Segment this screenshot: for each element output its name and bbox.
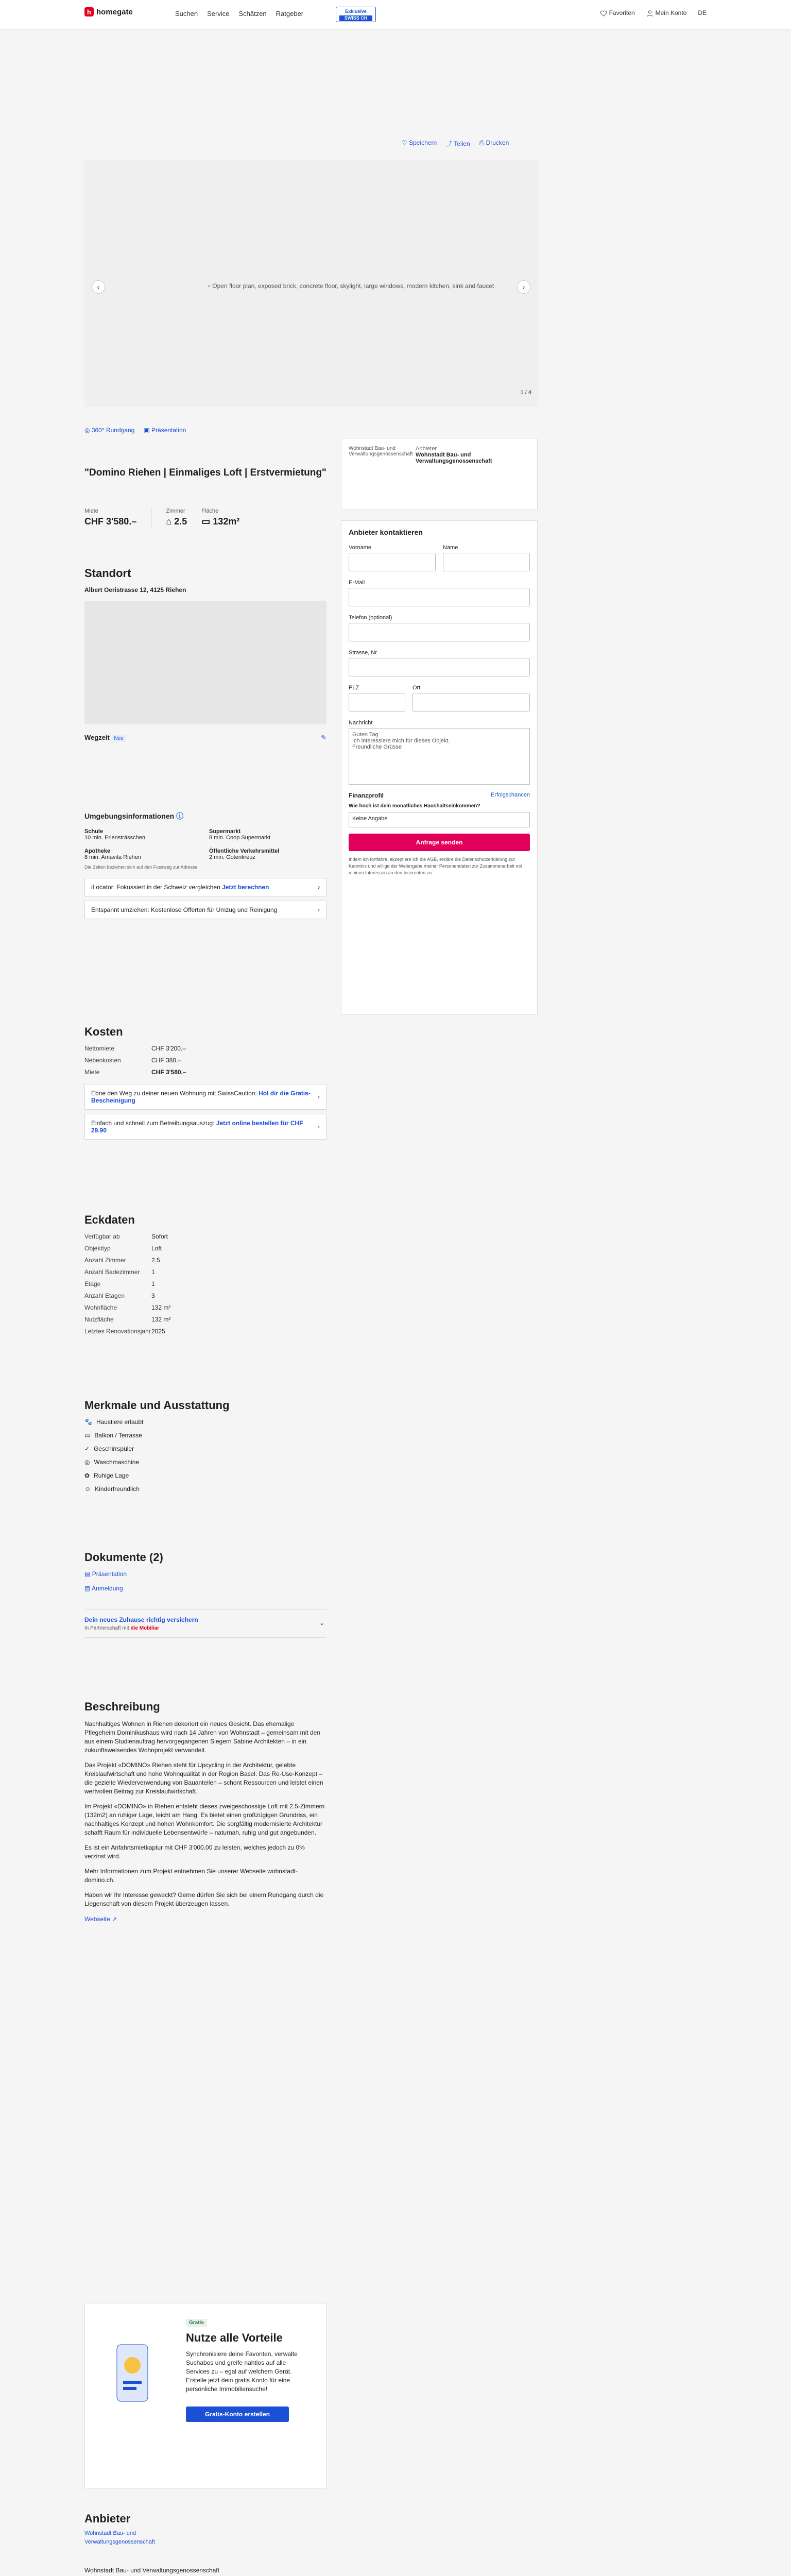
form-heading: Anbieter kontaktieren bbox=[349, 528, 423, 536]
main-nav bbox=[175, 10, 303, 18]
create-account-button[interactable]: Gratis-Konto erstellen bbox=[186, 2406, 289, 2422]
keydata-value: 3 bbox=[151, 1292, 155, 1299]
keydata-value: 1 bbox=[151, 1280, 155, 1287]
gallery-image: ▫ Open floor plan, exposed brick, concrete floor, skylight, large windows, modern kitchen, sink and faucet bbox=[208, 282, 494, 290]
chevron-right-icon: › bbox=[318, 884, 320, 891]
description-text: Es ist ein Anfahrtsmietkaptur mit CHF 3'000.00 zu leisten, welches jedoch zu 0% verzinst wird. bbox=[84, 1844, 305, 1860]
gallery-next-button[interactable]: › bbox=[517, 280, 530, 294]
account-link[interactable]: Mein Konto bbox=[646, 9, 687, 17]
homegate-logo[interactable]: h homegate bbox=[84, 7, 133, 16]
features-heading: Merkmale und Ausstattung bbox=[84, 1399, 230, 1412]
language-switcher[interactable]: DE bbox=[698, 9, 707, 17]
ilocator-card[interactable]: iLocator: Fokussiert in der Schweiz vergleichen Jetzt berechnen › bbox=[84, 878, 326, 896]
debt-extract-card[interactable]: Einfach und schnell zum Betreibungsauszug: Jetzt online bestellen für CHF 29.90 › bbox=[84, 1114, 326, 1140]
user-icon bbox=[646, 10, 654, 17]
favorites-link[interactable]: Favoriten bbox=[600, 9, 635, 17]
rent-label: Miete bbox=[84, 508, 98, 514]
keydata-label: Anzahl Zimmer bbox=[84, 1257, 126, 1264]
keydata-value: 2.5 bbox=[151, 1257, 160, 1264]
exclusive-promo[interactable]: Exklusive SWISS CH bbox=[336, 7, 376, 22]
rooms-value: ⌂ 2.5 bbox=[166, 516, 187, 527]
costs-table: Nettomiete CHF 3'200.– Nebenkosten CHF 380.– Miete CHF 3'580.– bbox=[84, 1045, 186, 1076]
share-button[interactable]: ⤴ Teilen bbox=[446, 140, 470, 147]
chevron-right-icon: › bbox=[318, 1123, 320, 1130]
keydata-label: Anzahl Etagen bbox=[84, 1292, 125, 1299]
street-input[interactable] bbox=[349, 658, 530, 676]
surrounding-pharmacy: Apotheke 8 min. Amavita Riehen bbox=[84, 848, 142, 860]
description-text: Haben wir Ihr Interesse geweckt? Gerne dürfen Sie sich bei einem Rundgang durch die Liegenschaft von diesem Projekt überzeugen lassen. bbox=[84, 1891, 324, 1907]
keydata-table bbox=[84, 1233, 326, 1335]
pdf-icon: ▤ bbox=[84, 1585, 91, 1592]
zip-input[interactable] bbox=[349, 693, 405, 711]
surrounding-transport: Öffentliche Verkehrsmittel 2 min. Gotenkreuz bbox=[209, 848, 280, 860]
description-text: Das Projekt «DOMINO» Riehen steht für Upcycling in der Architektur, gelebte Kreislaufwirtschaft und hohe Wohnqualität in der Region Basel. Das Re-Use-Konzept – die gezielte Wiederverwendung von Bauanteilen – schont Ressourcen und leistet einen wertvollen Beitrag zur Kreislaufwirtschaft. bbox=[84, 1761, 323, 1795]
description-text: Im Projekt «DOMINO» in Riehen entsteht dieses zweigeschossige Loft mit 2.5-Zimmern (132m2) an ruhiger Lage, leicht am Hang. Es bietet einen großzügigen Grundriss, ein nachhaltiges Konzept und hohen Wohnkomfort. Die sorgfältig modernisierte Architektur schafft Raum für individuelle Lebensentwürfe – naturnah, ruhig und gut angebunden. bbox=[84, 1803, 325, 1836]
document-link[interactable]: ▤ Anmeldung bbox=[84, 1585, 123, 1592]
success-link[interactable]: Erfolgschancen bbox=[491, 792, 530, 798]
provider-heading: Anbieter bbox=[84, 2512, 131, 2525]
send-request-button[interactable]: Anfrage senden bbox=[349, 834, 530, 851]
pdf-icon: ▤ bbox=[84, 1570, 91, 1578]
documents-heading: Dokumente (2) bbox=[84, 1551, 163, 1564]
rent-value: CHF 3'580.– bbox=[84, 516, 137, 527]
feature-item: ☺ Kinderfreundlich bbox=[84, 1485, 140, 1493]
website-link[interactable]: Webseite ↗ bbox=[84, 1916, 117, 1923]
nav-service[interactable]: Service bbox=[207, 10, 230, 18]
promo-heading: Nutze alle Vorteile bbox=[186, 2331, 283, 2344]
keydata-label: Objekttyp bbox=[84, 1245, 111, 1252]
keydata-value: Sofort bbox=[151, 1233, 168, 1240]
feature-item: ✿ Ruhige Lage bbox=[84, 1472, 129, 1479]
tour-link[interactable]: ◎ 360° Rundgang bbox=[84, 427, 135, 434]
nav-guide[interactable]: Ratgeber bbox=[276, 10, 304, 18]
child-icon: ☺ bbox=[84, 1485, 91, 1493]
keydata-value: 1 bbox=[151, 1268, 155, 1276]
swisscaution-card[interactable]: Ebne den Weg zu deiner neuen Wohnung mit SwissCaution: Hol dir die Gratis-Bescheinigung › bbox=[84, 1084, 326, 1110]
message-textarea[interactable]: Guten Tag Ich interessiere mich für dieses Objekt. Freundliche Grüsse bbox=[349, 728, 530, 785]
mobiliar-banner[interactable]: Dein neues Zuhause richtig versichern In Partnerschaft mit die Mobiliar ⌄ bbox=[84, 1609, 326, 1638]
advertiser-name: Wohnstadt Bau- und Verwaltungsgenossenschaft bbox=[416, 452, 492, 464]
city-input[interactable] bbox=[412, 693, 530, 711]
chevron-right-icon: › bbox=[318, 906, 320, 913]
email-input[interactable] bbox=[349, 588, 530, 606]
provider-name: Wohnstadt Bau- und Verwaltungsgenossenschaft bbox=[84, 2567, 219, 2574]
advertiser-card: Wohnstadt Bau- und Verwaltungsgenossenschaft Anbieter Wohnstadt Bau- und Verwaltungsgenossenschaft bbox=[341, 438, 538, 510]
keydata-heading: Eckdaten bbox=[84, 1213, 135, 1226]
image-gallery[interactable] bbox=[84, 160, 538, 407]
feature-item: 🐾 Haustiere erlaubt bbox=[84, 1418, 144, 1426]
lastname-input[interactable] bbox=[443, 553, 530, 571]
chevron-down-icon: ⌄ bbox=[319, 1619, 324, 1626]
edit-icon[interactable]: ✎ bbox=[321, 734, 326, 741]
advertiser-logo: Wohnstadt Bau- und Verwaltungsgenossenschaft bbox=[349, 446, 413, 457]
rooms-label: Zimmer bbox=[166, 508, 185, 514]
keydata-label: Verfügbar ab bbox=[84, 1233, 120, 1240]
promo-text: Synchronisiere deine Favoriten, verwalte Suchabos und greife nahtlos auf alle Services zu – egal auf welchem Gerät. Erstelle jetzt dein gratis Konto für eine persönliche Immobiliensuche! bbox=[186, 2350, 298, 2393]
feature-item: ✓ Geschirrspüler bbox=[84, 1445, 134, 1452]
keydata-label: Anzahl Badezimmer bbox=[84, 1268, 140, 1276]
keydata-label: Nutzfläche bbox=[84, 1316, 114, 1323]
logo-icon: h bbox=[84, 7, 94, 16]
feature-item: ◎ Waschmaschine bbox=[84, 1459, 140, 1466]
description-heading: Beschreibung bbox=[84, 1700, 160, 1713]
dishwasher-icon: ✓ bbox=[84, 1445, 90, 1452]
phone-illustration-icon bbox=[96, 2340, 174, 2412]
phone-input[interactable] bbox=[349, 623, 530, 641]
surroundings-heading: Umgebungsinformationen ⓘ bbox=[84, 812, 184, 820]
location-map[interactable] bbox=[84, 601, 326, 724]
gallery-counter: 1 / 4 bbox=[520, 389, 531, 396]
balcony-icon: ▭ bbox=[84, 1432, 91, 1439]
surrounding-supermarket: Supermarkt 8 min. Coop Supermarkt bbox=[209, 828, 271, 841]
account-promo bbox=[84, 2303, 326, 2488]
presentation-link[interactable]: ▣ Präsentation bbox=[144, 427, 186, 434]
chevron-right-icon: › bbox=[318, 1093, 320, 1100]
form-legal: Indem ich fortfahre, akzeptiere ich die AGB, erkläre die Datenschutzerklärung zur Kenntnis und willige der Weitergabe meiner Personendaten zur Zusammenarbeit mit meinen Interessen an den Inserenten zu. bbox=[349, 857, 522, 875]
keydata-label: Letztes Renovationsjahr bbox=[84, 1328, 151, 1335]
features-list bbox=[84, 1418, 326, 1493]
commute-section: Wegzeit Neu bbox=[84, 734, 126, 742]
nav-estimate[interactable]: Schätzen bbox=[238, 10, 267, 18]
site-header bbox=[0, 0, 791, 30]
promo-tag: Gratis bbox=[186, 2319, 207, 2327]
rooms-icon: ⌂ bbox=[166, 516, 172, 527]
household-select[interactable]: Keine Angabe bbox=[349, 812, 530, 827]
key-facts bbox=[84, 508, 239, 527]
keydata-value: 132 m² bbox=[151, 1304, 171, 1311]
contact-form: Anbieter kontaktieren Vorname Name E-Mail Telefon (optional) Strasse, Nr. PLZ Ort Nachricht Guten Tag Ich interessiere mich für dieses Objekt. Freundliche Grüsse Finanzprofil Erfolgschancen Wie hoch ist dein monatliches Haushaltseinkommen? Keine Angabe Anfrage senden Indem ich fortfahre, akzeptiere ich die AGB, erkläre die Datenschutzerklärung zur Kenntnis und willige der Weitergabe meiner Personendaten zur Zusammenarbeit mit meinen Interessen an den Inserenten zu. bbox=[341, 520, 538, 1015]
heart-icon bbox=[600, 10, 607, 17]
print-button[interactable]: ⎙ Drucken bbox=[479, 139, 509, 146]
document-link[interactable]: ▤ Präsentation bbox=[84, 1570, 127, 1578]
new-badge: Neu bbox=[112, 735, 126, 742]
keydata-value: 2025 bbox=[151, 1328, 165, 1335]
area-value: ▭ 132m² bbox=[201, 516, 240, 527]
feature-item: ▭ Balkon / Terrasse bbox=[84, 1432, 142, 1439]
surrounding-school: Schule 10 min. Erlensträsschen bbox=[84, 828, 145, 841]
paw-icon: 🐾 bbox=[84, 1418, 92, 1426]
keydata-label: Etage bbox=[84, 1280, 101, 1287]
quiet-icon: ✿ bbox=[84, 1472, 90, 1479]
gallery-prev-button[interactable]: ‹ bbox=[92, 280, 105, 294]
firstname-input[interactable] bbox=[349, 553, 436, 571]
keydata-label: Wohnfläche bbox=[84, 1304, 117, 1311]
info-icon[interactable]: ⓘ bbox=[176, 812, 184, 820]
external-link-icon: ↗ bbox=[112, 1916, 117, 1923]
listing-title: "Domino Riehen | Einmaliges Loft | Erstvermietung" bbox=[84, 467, 326, 478]
moving-card[interactable]: Entspannt umziehen: Kostenlose Offerten für Umzug und Reinigung › bbox=[84, 901, 326, 919]
nav-search[interactable]: Suchen bbox=[175, 10, 198, 18]
provider-logo: Wohnstadt Bau- und Verwaltungsgenossenschaft bbox=[84, 2530, 155, 2545]
costs-heading: Kosten bbox=[84, 1025, 123, 1038]
broken-image-icon: ▫ bbox=[208, 282, 211, 290]
keydata-value: Loft bbox=[151, 1245, 162, 1252]
save-button[interactable]: ♡ Speichern bbox=[402, 139, 437, 146]
description-text: Mehr Informationen zum Projekt entnehmen Sie unserer Webseite wohnstadt-domino.ch. bbox=[84, 1868, 298, 1884]
keydata-value: 132 m² bbox=[151, 1316, 171, 1323]
description-text: Nachhaltiges Wohnen in Riehen dekoriert ein neues Gesicht. Das ehemalige Pflegeheim Dominikushaus wird nach 14 Jahren von Wohnstadt – gemeinsam mit den aus einem Studienauftrag hervorgegangenen Siegern Sabine Architekten – in ein zukunftsweisendes Wohnprojekt verwandelt. bbox=[84, 1720, 321, 1754]
washing-machine-icon: ◎ bbox=[84, 1459, 90, 1466]
surroundings-note: Die Zeiten beziehen sich auf den Fussweg zur Adresse bbox=[84, 865, 198, 870]
area-icon: ▭ bbox=[201, 516, 211, 527]
area-label: Fläche bbox=[201, 508, 219, 514]
address: Albert Oeristrasse 12, 4125 Riehen bbox=[84, 586, 186, 594]
location-heading: Standort bbox=[84, 567, 131, 580]
